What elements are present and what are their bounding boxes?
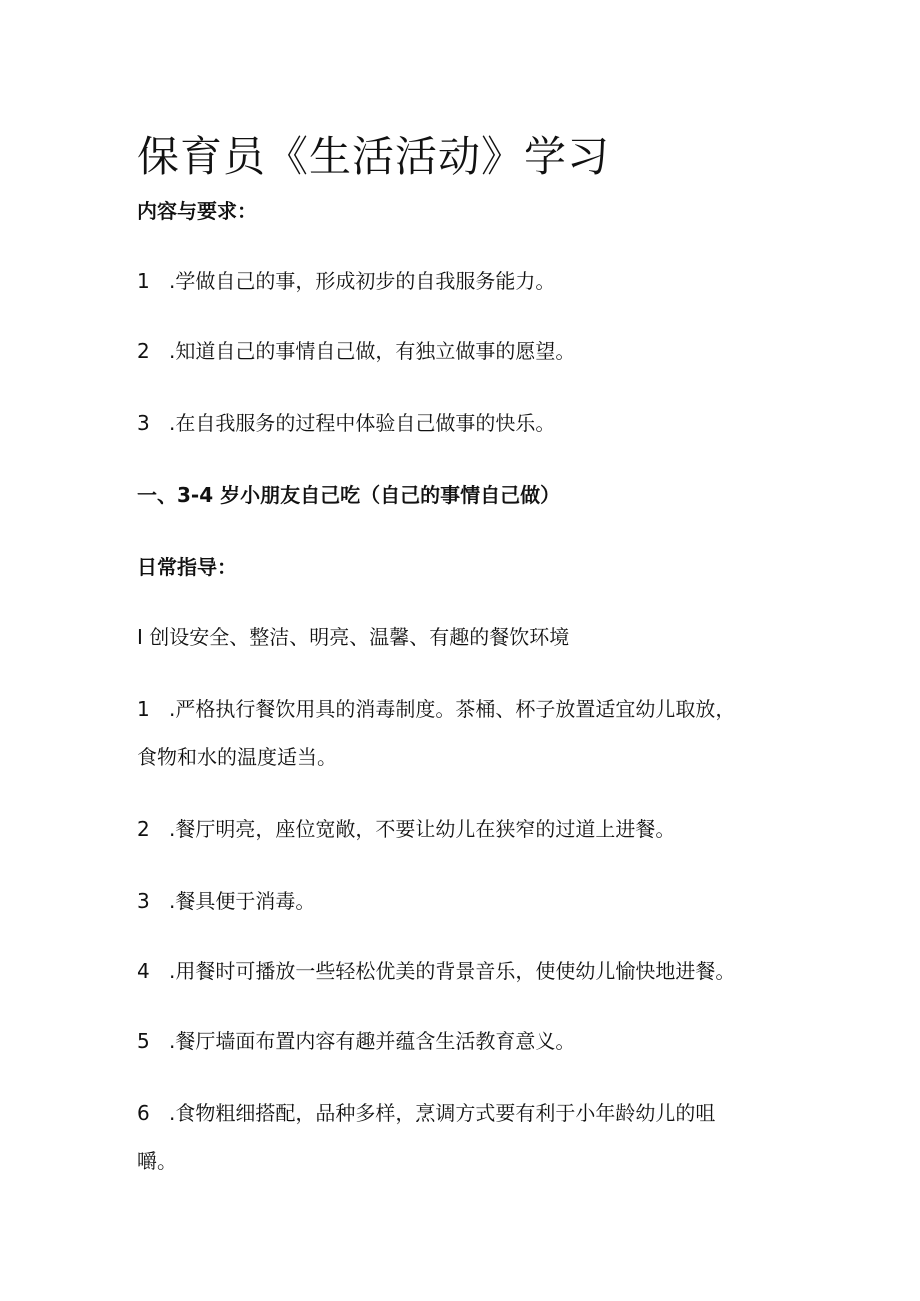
item-text: .学做自己的事，形成初步的自我服务能力。: [169, 269, 556, 293]
section-heading: 一、3-4 岁小朋友自己吃（自己的事情自己做）: [137, 483, 561, 507]
guidance-item-5: [137, 1026, 575, 1056]
item-text: .餐具便于消毒。: [169, 889, 316, 913]
item-text: .食物粗细搭配，品种多样，烹调方式要有利于小年龄幼儿的咀: [169, 1101, 716, 1125]
requirement-item-3: [137, 408, 555, 438]
item-text: .餐厅明亮，座位宽敞，不要让幼儿在狭窄的过道上进餐。: [169, 817, 676, 841]
item-text: .在自我服务的过程中体验自己做事的快乐。: [169, 411, 556, 435]
guidance-heading: 日常指导：: [137, 555, 237, 579]
subsection-heading: I 创设安全、整洁、明亮、温馨、有趣的餐饮环境: [137, 625, 570, 649]
item-number: 1: [137, 697, 150, 721]
document-title: 保育员《生活活动》学习: [137, 132, 611, 181]
item-number: 2: [137, 817, 150, 841]
guidance-item-6: [137, 1098, 715, 1128]
item-number: 5: [137, 1029, 150, 1053]
guidance-item-1: [137, 694, 735, 724]
requirement-item-2: [137, 336, 575, 366]
item-text: .餐厅墙面布置内容有趣并蕴含生活教育意义。: [169, 1029, 576, 1053]
guidance-item-4: [137, 956, 735, 986]
guidance-item-3: [137, 886, 315, 916]
item-number: 2: [137, 339, 150, 363]
requirement-item-1: [137, 266, 555, 296]
item-text: .用餐时可播放一些轻松优美的背景音乐，使使幼儿愉快地进餐。: [169, 959, 736, 983]
guidance-item-1-continuation: 食物和水的温度适当。: [137, 745, 337, 769]
item-number: 6: [137, 1101, 150, 1125]
item-number: 3: [137, 889, 150, 913]
guidance-item-6-continuation: 嚼。: [137, 1149, 177, 1173]
item-number: 1: [137, 269, 150, 293]
item-text: .严格执行餐饮用具的消毒制度。茶桶、杯子放置适宜幼儿取放，: [169, 697, 736, 721]
requirements-heading: 内容与要求：: [137, 199, 257, 223]
item-text: .知道自己的事情自己做，有独立做事的愿望。: [169, 339, 576, 363]
item-number: 4: [137, 959, 150, 983]
guidance-item-2: [137, 814, 675, 844]
item-number: 3: [137, 411, 150, 435]
